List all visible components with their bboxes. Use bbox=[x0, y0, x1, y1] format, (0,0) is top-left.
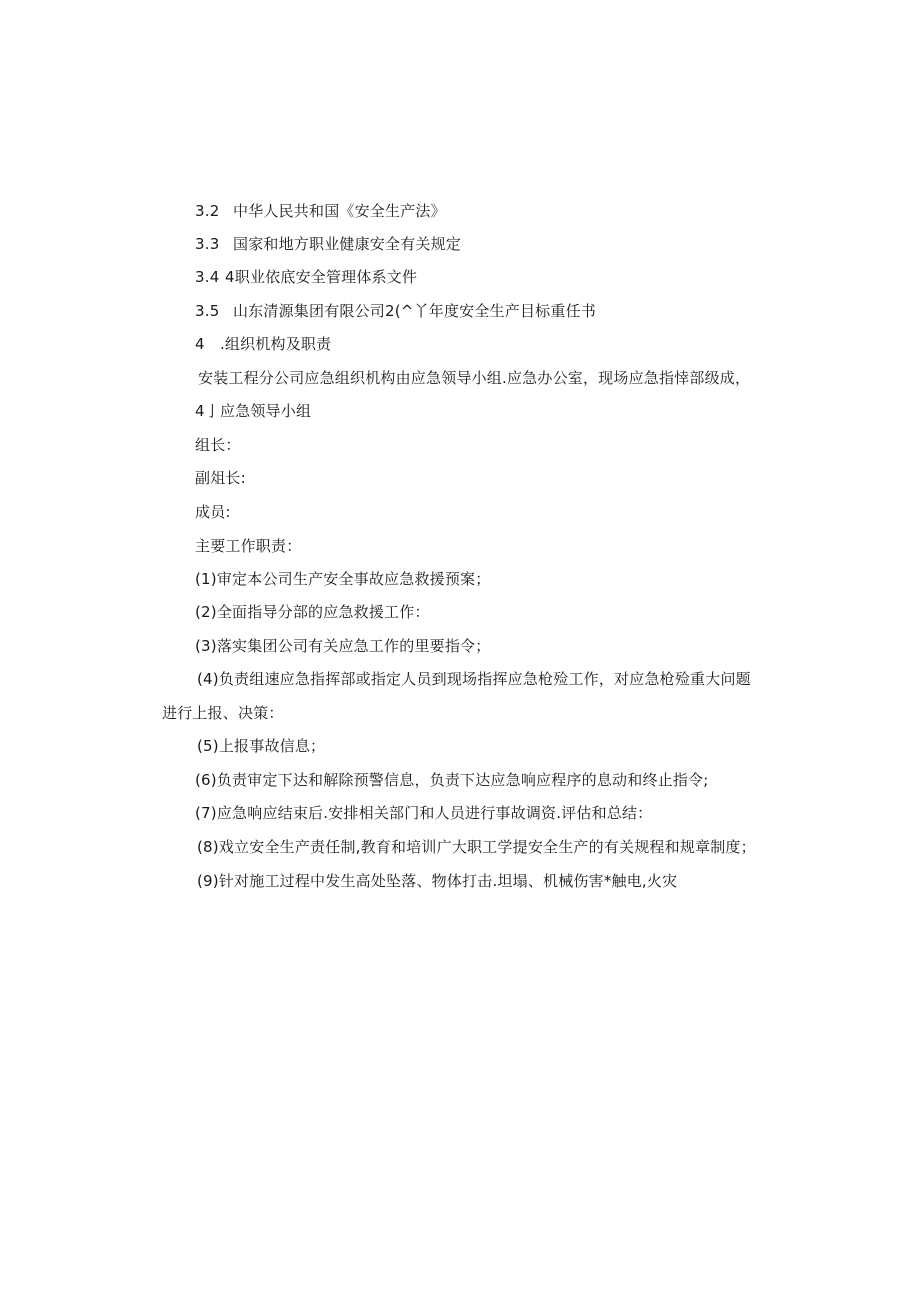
subsection-4-1-heading: 4亅应急领导小组 bbox=[195, 402, 312, 420]
reference-3-3 bbox=[195, 234, 461, 254]
members-label: 成员: bbox=[195, 503, 231, 521]
reference-text: 国家和地方职业健康安全有关规定 bbox=[233, 235, 462, 253]
duty-item: (5)上报事故信息； bbox=[197, 737, 326, 755]
duty-item: (6)负责审定下达和解除预警信息，负责下达应急响应程序的息动和终止指令; bbox=[195, 771, 709, 789]
duty-item: (3)落实集团公司有关应急工作的里要指令； bbox=[195, 637, 491, 655]
reference-3-4 bbox=[195, 267, 417, 287]
duty-item-continuation: 进行上报、决策： bbox=[162, 704, 284, 722]
reference-text: 中华人民共和国《安全生产法》 bbox=[233, 202, 446, 220]
org-intro-paragraph: 安装工程分公司应急组织机构由应急领导小组.应急办公室，现场应急指悻部级成， bbox=[198, 369, 751, 387]
leader-label: 组长： bbox=[195, 436, 241, 454]
duty-item: (7)应急响应结束后.安排相关部门和人员进行事故调资.评估和总结： bbox=[195, 804, 653, 822]
duty-item: (4)负责组速应急指挥部或指定人员到现场指挥应急枪殓工作，对应急枪殓重大问题 bbox=[197, 670, 751, 688]
duty-item: (9)针对施工过程中发生高处坠落、物体打击.坦塌、机械伤害*触电,火灾 bbox=[197, 872, 678, 890]
reference-number: 3.4 bbox=[195, 268, 220, 286]
reference-number: 3.3 bbox=[195, 235, 220, 253]
section-4-heading: 4 .组织机构及职责 bbox=[195, 335, 332, 353]
duty-item: (2)全面指导分部的应急救援工作： bbox=[195, 603, 430, 621]
reference-text: 山东清源集团有限公司2(^丫年度安全生产目标重任书 bbox=[233, 302, 596, 320]
duty-item: (1)审定本公司生产安全事故应急救援预案； bbox=[195, 570, 491, 588]
reference-3-2 bbox=[195, 201, 446, 221]
duty-item: (8)戏立安全生产责任制,教育和培训广大职工学提安全生产的有关规程和规章制度； bbox=[197, 838, 756, 856]
reference-3-5 bbox=[195, 301, 596, 321]
reference-number: 3.5 bbox=[195, 302, 220, 320]
deputy-leader-label: 副俎长: bbox=[195, 469, 246, 487]
reference-text: 4职业依底安全管理体系文件 bbox=[225, 268, 418, 286]
duties-heading: 主要工作职责： bbox=[195, 537, 302, 555]
reference-number: 3.2 bbox=[195, 202, 220, 220]
